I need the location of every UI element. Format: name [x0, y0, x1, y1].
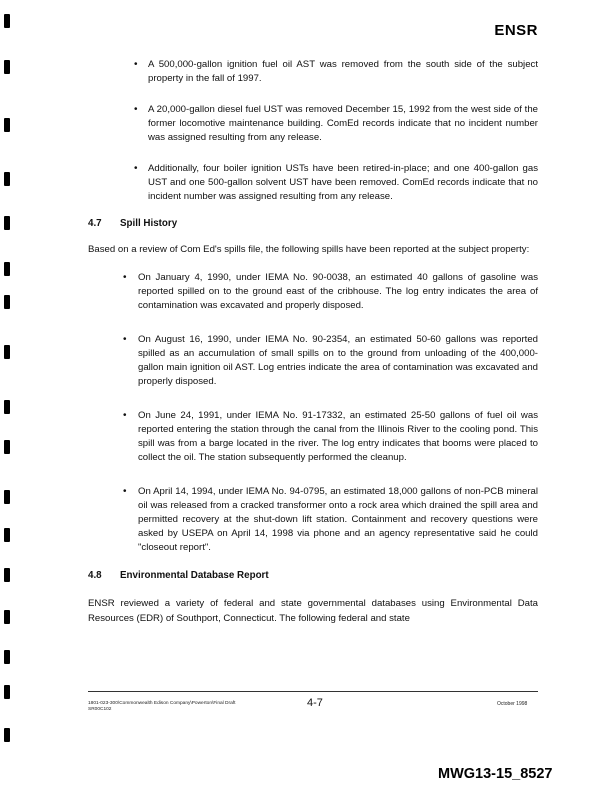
- list-item: [123, 333, 538, 389]
- list-item-text: On June 24, 1991, under IEMA No. 91-17332, an estimated 25-50 gallons of fuel oil was reported entering the station through the canal from the Illinois River to the cooling pond. This spill was from a barge located in the river. The log entry indicates that booms were placed to collect the oil. The station subsequently performed the cleanup.: [138, 410, 538, 463]
- list-item-text: On April 14, 1994, under IEMA No. 94-0795, an estimated 18,000 gallons of non-PCB mineral oil was released from a cracked transformer onto a rock area which drained the spill area and permitted recovery at the shut-down lift station. Containment and recovery questions were asked by USEPA on April 14, 1998 via phone and an agency representative said he could "closeout report".: [138, 486, 538, 553]
- footer-code-text: SR00C102: [88, 707, 112, 712]
- list-item-text: On August 16, 1990, under IEMA No. 90-2354, an estimated 50-60 gallons was reported spilled as an accumulation of small spills on to the ground from unloading of the 400,000-gallon main ignition oil AST. Log entries indicate the area of contamination was excavated and properly disposed.: [138, 334, 538, 387]
- hole-mark: [4, 14, 10, 28]
- page-number: 4-7: [307, 697, 323, 709]
- hole-mark: [4, 295, 10, 309]
- hole-mark: [4, 650, 10, 664]
- section-heading-spill-history: [88, 217, 538, 231]
- list-item: [123, 485, 538, 555]
- hole-mark: [4, 728, 10, 742]
- list-item-text: Additionally, four boiler ignition USTs have been retired-in-place; and one 400-gallon gas UST and one 500-gallon solvent UST have been removed. ComEd records indicate that no incident number was assigned resulting from any release.: [148, 163, 538, 202]
- hole-mark: [4, 216, 10, 230]
- bullet-icon: •: [134, 59, 138, 70]
- bullet-icon: •: [123, 486, 127, 497]
- bullet-icon: •: [123, 410, 127, 421]
- list-item-text: On January 4, 1990, under IEMA No. 90-0038, an estimated 40 gallons of gasoline was reported spilled on to the ground east of the cribhouse. The log entry indicates the area of contamination was excavated and properly disposed.: [138, 272, 538, 311]
- footer-date: October 1998: [497, 701, 528, 707]
- hole-mark: [4, 610, 10, 624]
- list-item: [134, 103, 538, 145]
- hole-mark: [4, 60, 10, 74]
- section-number: 4.8: [88, 570, 102, 581]
- hole-mark: [4, 172, 10, 186]
- bullet-icon: •: [134, 163, 138, 174]
- section-title: Spill History: [120, 218, 178, 229]
- edr-paragraph: ENSR reviewed a variety of federal and state governmental databases using Environmental Data Resources (EDR) of Southport, Connecticut. The following federal and state: [88, 598, 538, 624]
- ensr-logo: ENSR: [494, 22, 538, 39]
- hole-mark: [4, 528, 10, 542]
- binder-hole-marks: [4, 0, 14, 800]
- hole-mark: [4, 440, 10, 454]
- hole-mark: [4, 490, 10, 504]
- list-item: [134, 162, 538, 204]
- list-item-text: A 500,000-gallon ignition fuel oil AST was removed from the south side of the subject property in the fall of 1997.: [148, 59, 538, 84]
- spill-intro-paragraph: Based on a review of Com Ed's spills file, the following spills have been reported at the subject property:: [88, 244, 530, 255]
- footer-file-path: [88, 701, 288, 713]
- hole-mark: [4, 345, 10, 359]
- bullet-icon: •: [123, 272, 127, 283]
- section-heading-database-report: [88, 569, 538, 583]
- hole-mark: [4, 685, 10, 699]
- hole-mark: [4, 568, 10, 582]
- footer-divider: [88, 691, 538, 692]
- section-title: Environmental Database Report: [120, 570, 269, 581]
- section-number: 4.7: [88, 218, 102, 229]
- bullet-icon: •: [134, 104, 138, 115]
- hole-mark: [4, 262, 10, 276]
- bullet-icon: •: [123, 334, 127, 345]
- footer-path-text: 1801-023-300\Commonwealth Edison Company\Powerton\Final Draft: [88, 701, 236, 706]
- page-body: [88, 58, 538, 626]
- list-item: [123, 409, 538, 465]
- list-item-text: A 20,000-gallon diesel fuel UST was removed December 15, 1992 from the west side of the former locomotive maintenance building. ComEd records indicate that no incident number was assigned resulting from any release.: [148, 104, 538, 143]
- list-item: [134, 58, 538, 86]
- list-item: [123, 271, 538, 313]
- document-id-stamp: MWG13-15_8527: [438, 766, 553, 782]
- hole-mark: [4, 118, 10, 132]
- hole-mark: [4, 400, 10, 414]
